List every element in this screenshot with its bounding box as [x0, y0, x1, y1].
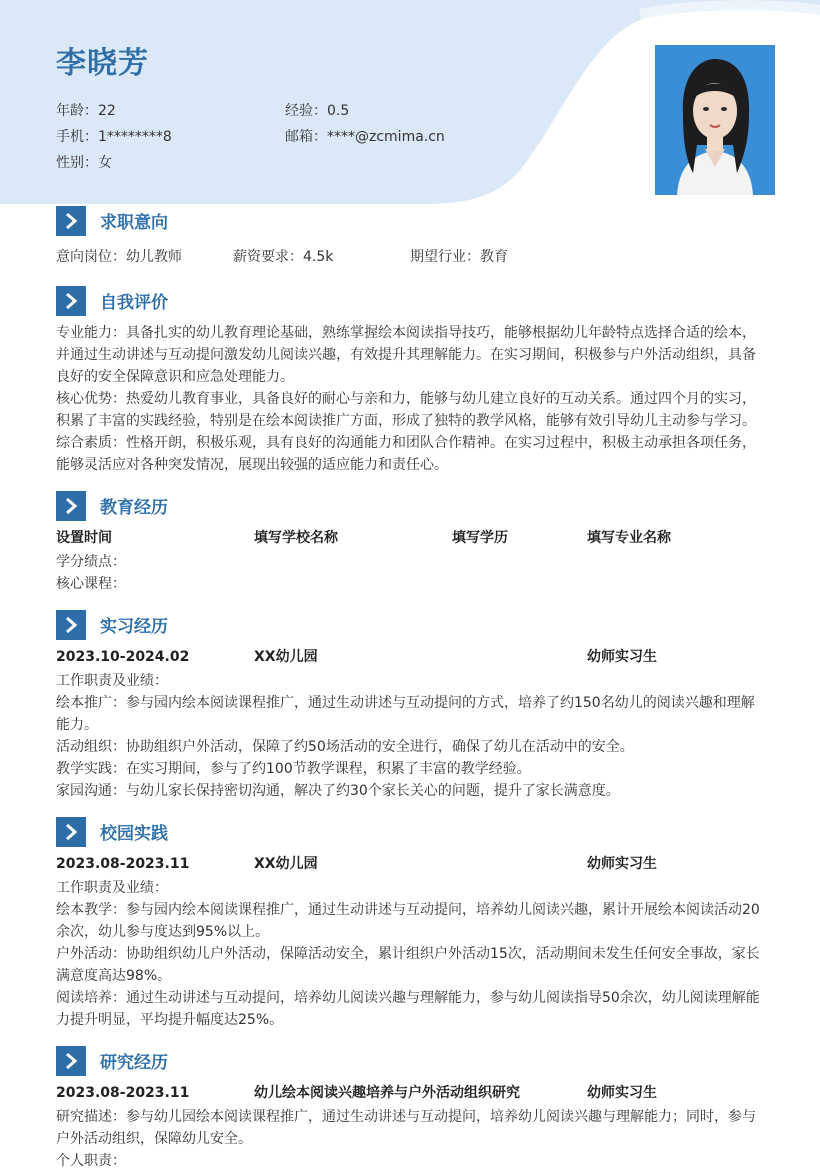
education-time: 设置时间 [56, 530, 112, 546]
campus-duty-label: 工作职责及业绩： [56, 880, 168, 896]
expected-industry: 期望行业：教育 [410, 249, 508, 265]
person-photo-icon [655, 45, 775, 195]
experience-field: 经验：0.5 [285, 103, 350, 119]
gender-field: 性别：女 [56, 155, 112, 171]
internship-duty-label: 工作职责及业绩： [56, 673, 168, 689]
candidate-name: 李晓芳 [56, 46, 149, 81]
self-eval-paragraph: 专业能力：具备扎实的幼儿教育理论基础，熟练掌握绘本阅读指导技巧，能够根据幼儿年龄特点选择合适的绘本，并通过生动讲述与互动提问激发幼儿阅读兴趣，有效提升其理解能力。在实习期间，积极参与户外活动组织，具备良好的安全保障意识和应急处理能力。 [56, 325, 756, 385]
chevron-right-icon [56, 610, 86, 640]
education-school: 填写学校名称 [254, 530, 338, 546]
research-description: 研究描述：参与幼儿园绘本阅读课程推广，通过生动讲述与互动提问，培养幼儿阅读兴趣与理解能力；同时，参与户外活动组织，保障幼儿安全。 [56, 1109, 756, 1147]
self-eval-paragraph: 核心优势：热爱幼儿教育事业，具备良好的耐心与亲和力，能够与幼儿建立良好的互动关系。通过四个月的实习，积累了丰富的实践经验，特别是在绘本阅读推广方面，形成了独特的教学风格，能够有效引导幼儿主动参与学习。 [56, 391, 756, 429]
internship-org: XX幼儿园 [254, 649, 318, 665]
internship-item: 家园沟通：与幼儿家长保持密切沟通，解决了约30个家长关心的问题，提升了家长满意度。 [56, 783, 620, 799]
chevron-right-icon [56, 817, 86, 847]
internship-role: 幼师实习生 [587, 649, 657, 665]
research-period: 2023.08-2023.11 [56, 1085, 190, 1101]
campus-item: 户外活动：协助组织幼儿户外活动，保障活动安全，累计组织户外活动15次，活动期间未发生任何安全事故，家长满意度高达98%。 [56, 946, 760, 984]
campus-item: 绘本教学：参与园内绘本阅读课程推广，通过生动讲述与互动提问，培养幼儿阅读兴趣，累计开展绘本阅读活动20余次，幼儿参与度达到95%以上。 [56, 902, 760, 940]
chevron-right-icon [56, 1046, 86, 1076]
campus-period: 2023.08-2023.11 [56, 856, 190, 872]
section-title: 实习经历 [100, 617, 168, 637]
section-title: 研究经历 [100, 1053, 168, 1073]
internship-item: 活动组织：协助组织户外活动，保障了约50场活动的安全进行，确保了幼儿在活动中的安全。 [56, 739, 634, 755]
education-major: 填写专业名称 [587, 530, 671, 546]
chevron-right-icon [56, 206, 86, 236]
campus-item: 阅读培养：通过生动讲述与互动提问，培养幼儿阅读兴趣与理解能力，参与幼儿阅读指导50余次，幼儿阅读理解能力提升明显，平均提升幅度达25%。 [56, 990, 760, 1028]
section-title: 教育经历 [100, 498, 168, 518]
intended-position: 意向岗位：幼儿教师 [56, 249, 182, 265]
research-topic: 幼儿绘本阅读兴趣培养与户外活动组织研究 [254, 1085, 520, 1101]
section-title: 校园实践 [100, 824, 168, 844]
email-field: 邮箱：****@zcmima.cn [285, 129, 445, 145]
campus-org: XX幼儿园 [254, 856, 318, 872]
campus-role: 幼师实习生 [587, 856, 657, 872]
section-title: 自我评价 [100, 293, 168, 313]
internship-period: 2023.10-2024.02 [56, 649, 190, 665]
internship-item: 绘本推广：参与园内绘本阅读课程推广，通过生动讲述与互动提问的方式，培养了约150名幼儿的阅读兴趣和理解能力。 [56, 695, 755, 733]
self-eval-paragraph: 综合素质：性格开朗，积极乐观，具有良好的沟通能力和团队合作精神。在实习过程中，积极主动承担各项任务，能够灵活应对各种突发情况，展现出较强的适应能力和责任心。 [56, 435, 756, 473]
chevron-right-icon [56, 491, 86, 521]
research-duty-label: 个人职责： [56, 1153, 126, 1169]
internship-item: 教学实践：在实习期间，参与了约100节教学课程，积累了丰富的教学经验。 [56, 761, 531, 777]
research-role: 幼师实习生 [587, 1085, 657, 1101]
phone-field: 手机：1********8 [56, 129, 172, 145]
education-courses: 核心课程： [56, 576, 126, 592]
chevron-right-icon [56, 286, 86, 316]
profile-photo [655, 45, 775, 195]
age-field: 年龄：22 [56, 103, 116, 119]
education-degree: 填写学历 [452, 530, 508, 546]
salary-requirement: 薪资要求：4.5k [233, 249, 334, 265]
education-gpa: 学分绩点： [56, 554, 126, 570]
section-title: 求职意向 [100, 213, 168, 233]
